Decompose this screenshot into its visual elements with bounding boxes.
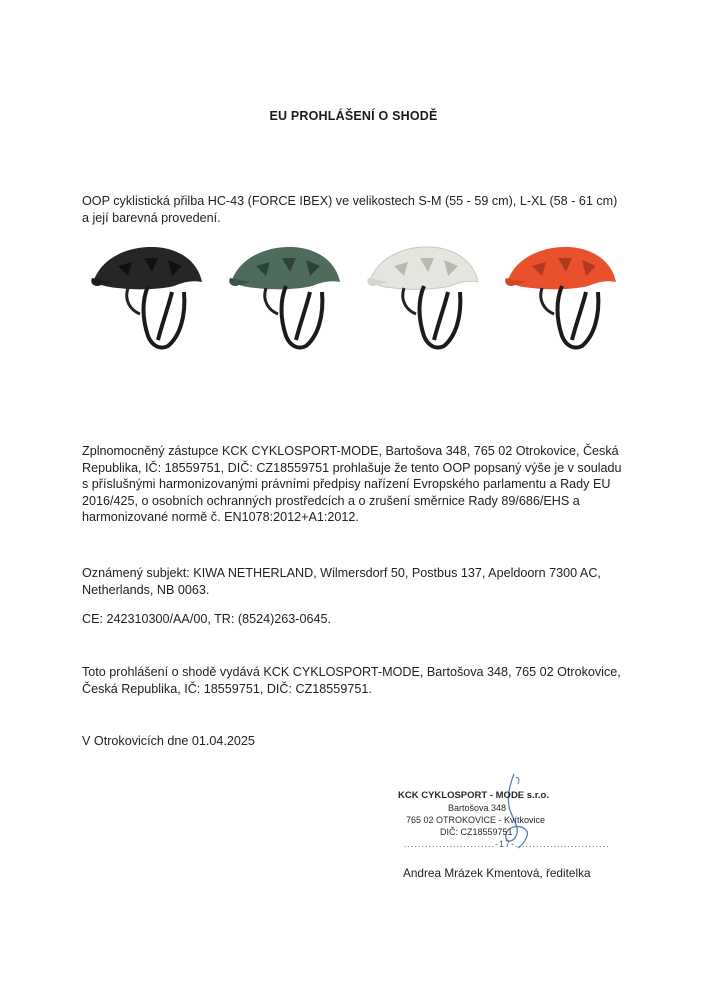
stamp-street: Bartošova 348	[448, 803, 507, 813]
stamp-number: ..........................-17-...........................	[404, 839, 610, 849]
notified-body: Oznámený subjekt: KIWA NETHERLAND, Wilmersdorf 50, Postbus 137, Apeldoorn 7300 AC, Netherlands, NB 0063.	[82, 566, 601, 597]
helmet-black-icon	[88, 236, 213, 361]
helmet-image-orange	[502, 236, 627, 361]
signer-name: Andrea Mrázek Kmentová, ředitelka	[403, 866, 591, 880]
helmet-images	[88, 236, 628, 366]
stamp-dic: DIČ: CZ18559751	[440, 827, 513, 837]
helmet-orange-icon	[502, 236, 627, 361]
helmet-green-icon	[226, 236, 351, 361]
helmet-image-green	[226, 236, 351, 361]
company-stamp	[398, 790, 610, 850]
product-description: OOP cyklistická přilba HC-43 (FORCE IBEX) ve velikostech S-M (55 - 59 cm), L-XL (58 - 61 cm) a její barevná provedení.	[82, 194, 618, 225]
stamp-city: 765 02 OTROKOVICE - Kvítkovice	[406, 815, 546, 825]
issue-date: V Otrokovicích dne 01.04.2025	[82, 734, 255, 748]
helmet-white-icon	[364, 236, 489, 361]
page-title: EU PROHLÁŠENÍ O SHODĚ	[269, 109, 438, 123]
stamp-company: KCK CYKLOSPORT - MODE s.r.o.	[398, 790, 549, 801]
ce-number: CE: 242310300/AA/00, TR: (8524)263-0645.	[82, 612, 332, 626]
helmet-image-white	[364, 236, 489, 361]
issuer-statement: Toto prohlášení o shodě vydává KCK CYKLOSPORT-MODE, Bartošova 348, 765 02 Otrokovice, Česká Republika, IČ: 18559751, DIČ: CZ18559751.	[82, 665, 621, 696]
representative-statement: Zplnomocněný zástupce KCK CYKLOSPORT-MODE, Bartošova 348, 765 02 Otrokovice, Česká Republika, IČ: 18559751, DIČ: CZ18559751 prohlašuje že tento OOP popsaný výše je v souladu s příslušnými harmonizovanými právními předpisy nařízení Evropského parlamentu a Rady EU 2016/425, o osobních ochranných prostředcích a o zrušení směrnice Rady 89/686/EHS a harmonizované normě č. EN1078:2012+A1:2012.	[82, 444, 622, 525]
helmet-image-black	[88, 236, 213, 361]
